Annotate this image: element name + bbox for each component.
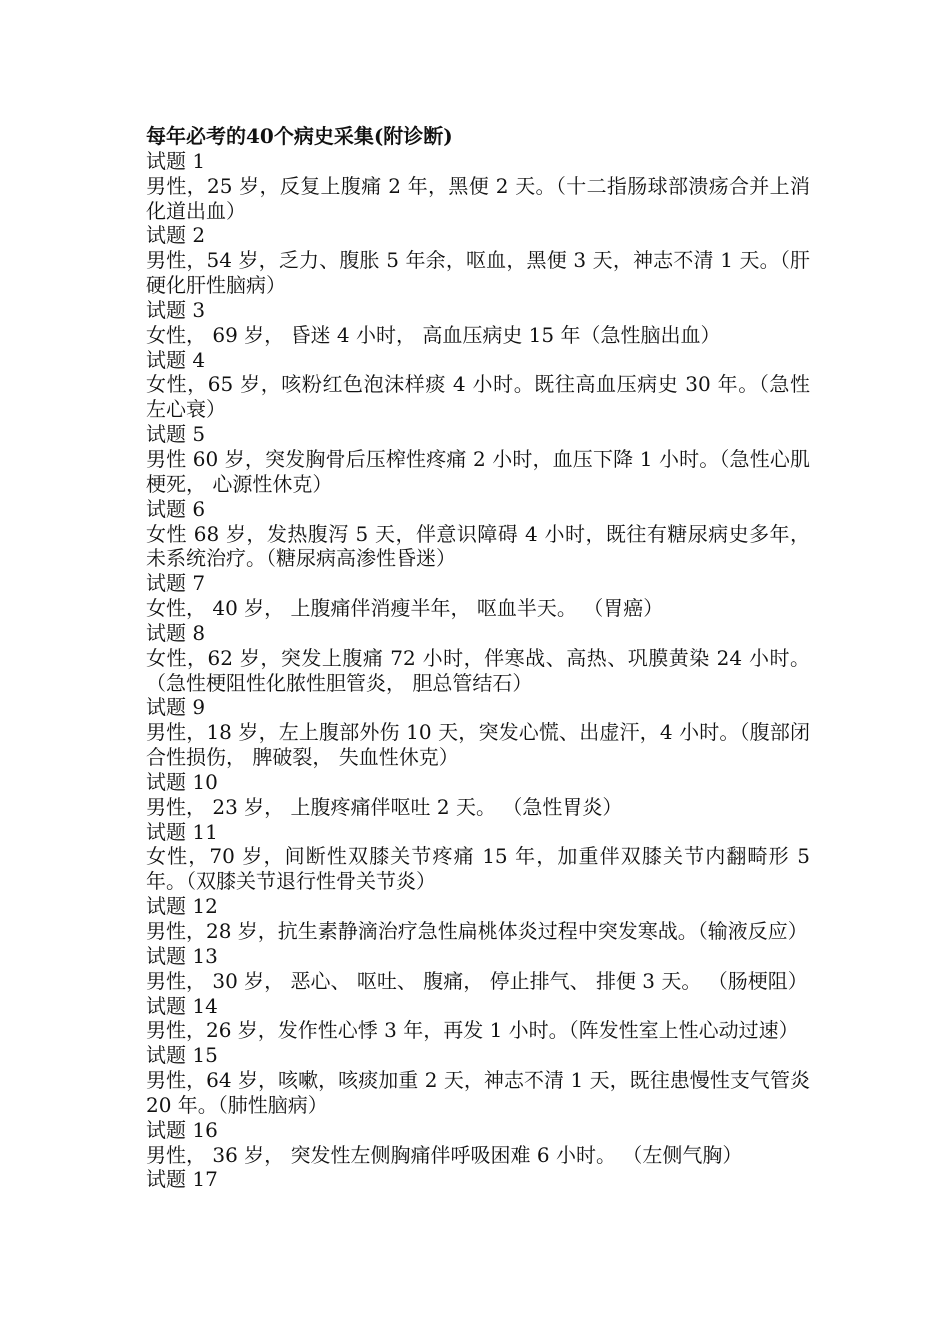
question-text: 女性，65 岁，咳粉红色泡沫样痰 4 小时。既往高血压病史 30 年。（急性左心衰） [146, 372, 810, 422]
question-text: 男性，25 岁，反复上腹痛 2 年，黑便 2 天。（十二指肠球部溃疡合并上消化道出血） [146, 173, 810, 223]
question-item [146, 994, 810, 1044]
question-heading: 试题 9 [146, 695, 206, 720]
question-text: 男性， 30 岁， 恶心、 呕吐、 腹痛， 停止排气、 排便 3 天。 （肠梗阻） [146, 968, 808, 993]
question-item [146, 1167, 810, 1192]
question-text: 女性 68 岁，发热腹泻 5 天，伴意识障碍 4 小时，既往有糖尿病史多年，未系统治疗。（糖尿病高渗性昏迷） [146, 521, 810, 571]
question-item [146, 894, 810, 944]
question-heading: 试题 2 [146, 223, 206, 248]
question-heading: 试题 4 [146, 347, 206, 372]
question-item [146, 695, 810, 770]
question-list [146, 149, 810, 1192]
question-text: 男性 60 岁，突发胸骨后压榨性疼痛 2 小时，血压下降 1 小时。（急性心肌梗死， 心源性休克） [146, 446, 810, 496]
question-heading: 试题 16 [146, 1117, 218, 1142]
question-item [146, 944, 810, 994]
question-heading: 试题 11 [146, 819, 218, 844]
question-heading: 试题 15 [146, 1043, 218, 1068]
question-item [146, 571, 810, 621]
document-title: 每年必考的40个病史采集(附诊断) [146, 124, 453, 148]
question-item [146, 770, 810, 820]
question-item [146, 298, 810, 348]
question-text: 女性， 40 岁， 上腹痛伴消瘦半年， 呕血半天。 （胃癌） [146, 596, 664, 621]
question-heading: 试题 13 [146, 943, 218, 968]
question-item [146, 621, 810, 696]
question-heading: 试题 1 [146, 148, 206, 173]
question-text: 女性，62 岁，突发上腹痛 72 小时，伴寒战、高热、巩膜黄染 24 小时。（急性梗阻性化脓性胆管炎， 胆总管结石） [146, 645, 810, 695]
question-text: 男性， 36 岁， 突发性左侧胸痛伴呼吸困难 6 小时。 （左侧气胸） [146, 1142, 743, 1167]
question-heading: 试题 10 [146, 769, 218, 794]
question-text: 男性，18 岁，左上腹部外伤 10 天，突发心慌、出虚汗，4 小时。（腹部闭合性损伤， 脾破裂， 失血性休克） [146, 720, 810, 770]
question-text: 男性， 23 岁， 上腹疼痛伴呕吐 2 天。 （急性胃炎） [146, 794, 623, 819]
question-heading: 试题 5 [146, 422, 206, 447]
question-text: 男性，28 岁，抗生素静滴治疗急性扁桃体炎过程中突发寒战。（输液反应） [146, 919, 808, 943]
question-item [146, 223, 810, 298]
question-item [146, 422, 810, 497]
question-text: 女性， 69 岁， 昏迷 4 小时， 高血压病史 15 年（急性脑出血） [146, 322, 721, 347]
question-text: 男性，26 岁，发作性心悸 3 年，再发 1 小时。（阵发性室上性心动过速） [146, 1018, 799, 1043]
question-heading: 试题 6 [146, 496, 206, 521]
question-heading: 试题 17 [146, 1167, 218, 1192]
question-item [146, 149, 810, 224]
question-text: 女性，70 岁，间断性双膝关节疼痛 15 年，加重伴双膝关节内翻畸形 5 年。（双膝关节退行性骨关节炎） [146, 844, 810, 894]
question-heading: 试题 12 [146, 894, 218, 919]
document-page [146, 124, 810, 1192]
question-item [146, 820, 810, 895]
question-item [146, 348, 810, 423]
question-item [146, 497, 810, 572]
question-text: 男性，64 岁，咳嗽，咳痰加重 2 天，神志不清 1 天，既往患慢性支气管炎 20 年。（肺性脑病） [146, 1068, 810, 1117]
question-item [146, 1118, 810, 1168]
question-heading: 试题 8 [146, 620, 206, 645]
question-item [146, 1043, 810, 1118]
question-heading: 试题 14 [146, 993, 218, 1018]
question-text: 男性，54 岁，乏力、腹胀 5 年余，呕血，黑便 3 天，神志不清 1 天。（肝硬化肝性脑病） [146, 248, 810, 298]
question-heading: 试题 3 [146, 297, 206, 322]
question-heading: 试题 7 [146, 571, 206, 596]
